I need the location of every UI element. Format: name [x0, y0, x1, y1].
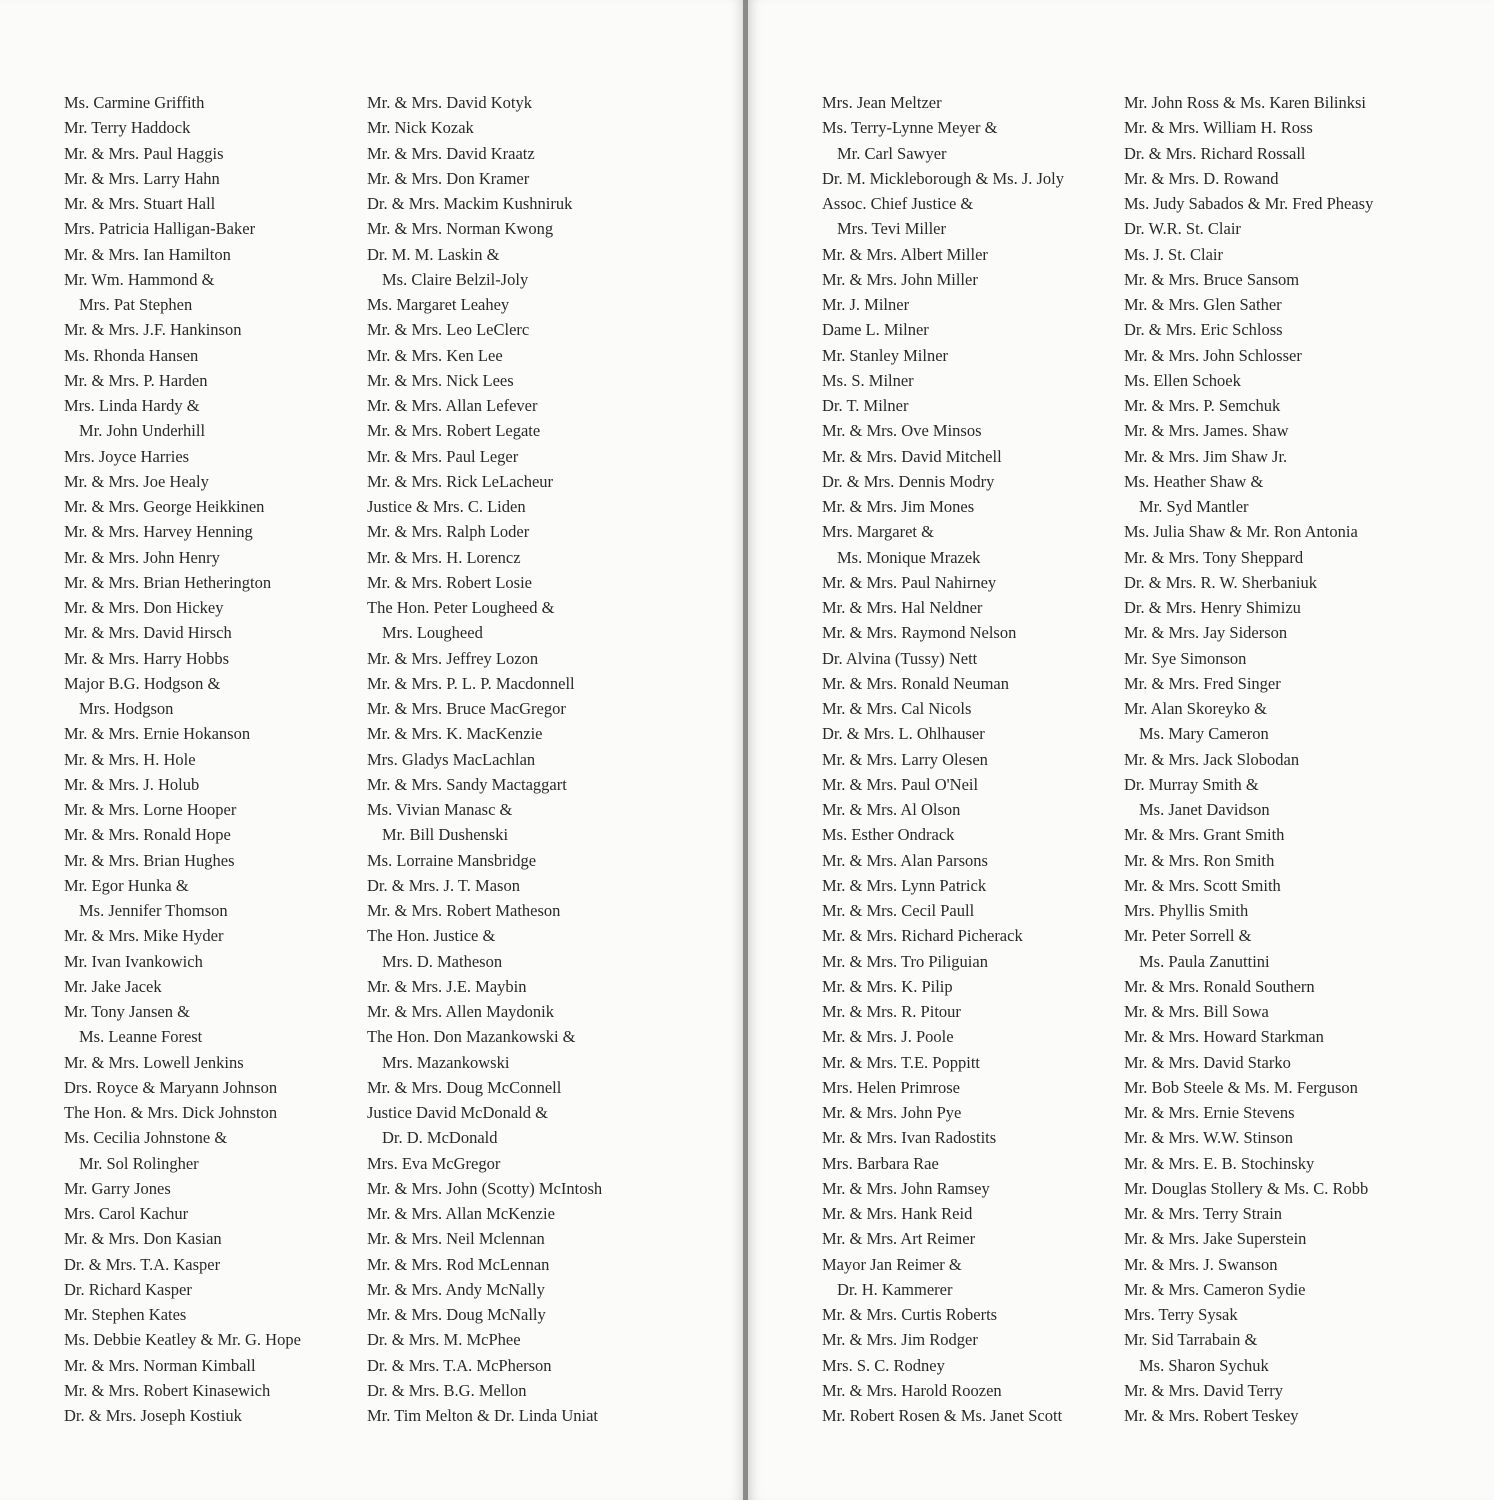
- name-entry: Ms. Vivian Manasc &: [367, 800, 513, 819]
- name-entry: Mr. & Mrs. Sandy Mactaggart: [367, 774, 567, 794]
- name-entry: Mr. & Mrs. Doug McNally: [367, 1305, 546, 1324]
- name-entry: Dr. & Mrs. Eric Schloss: [1124, 320, 1283, 340]
- name-entry-continuation: Ms. Jennifer Thomson: [79, 901, 228, 920]
- name-entry: Mr. & Mrs. Stuart Hall: [64, 194, 216, 213]
- name-entry: Mr. & Mrs. John Ramsey: [822, 1178, 990, 1198]
- name-entry: Mr. & Mrs. Rod McLennan: [367, 1254, 550, 1274]
- name-entry: Ms. Margaret Leahey: [367, 295, 510, 314]
- name-entry: Mr. & Mrs. Bruce Sansom: [1124, 269, 1300, 289]
- name-entry: Mr. & Mrs. Albert Miller: [822, 244, 988, 264]
- name-entry: Mr. & Mrs. Rick LeLacheur: [367, 471, 554, 491]
- name-entry: Mr. & Mrs. John Henry: [64, 547, 220, 567]
- name-entry: Mr. & Mrs. Jay Siderson: [1124, 623, 1288, 643]
- name-entry: Mr. Robert Rosen & Ms. Janet Scott: [822, 1406, 1063, 1425]
- name-entry: Ms. Heather Shaw &: [1124, 471, 1264, 491]
- name-entry: Mr. & Mrs. Richard Picherack: [822, 926, 1023, 946]
- name-entry: Mr. & Mrs. Cecil Paull: [822, 901, 975, 920]
- name-entry: Mr. & Mrs. John (Scotty) McIntosh: [367, 1178, 603, 1198]
- name-entry: Mr. & Mrs. Ralph Loder: [367, 522, 530, 542]
- name-entry: Mr. & Mrs. Neil Mclennan: [367, 1229, 545, 1249]
- name-entry-continuation: Ms. Claire Belzil-Joly: [382, 269, 529, 289]
- name-entry: Mr. & Mrs. John Schlosser: [1124, 345, 1302, 365]
- name-entry: Mr. & Mrs. P. L. P. Macdonnell: [367, 673, 575, 693]
- name-entry: Mr. & Mrs. J. Poole: [822, 1027, 954, 1047]
- name-entry: Mr. & Mrs. R. Pitour: [822, 1002, 961, 1021]
- name-entry: Mr. & Mrs. James. Shaw: [1124, 421, 1289, 441]
- name-entry-continuation: Mr. Bill Dushenski: [382, 825, 509, 845]
- name-entry: Mr. & Mrs. T.E. Poppitt: [822, 1052, 980, 1072]
- name-entry-continuation: Ms. Leanne Forest: [79, 1027, 203, 1047]
- name-entry: Ms. Lorraine Mansbridge: [367, 850, 537, 870]
- name-entry: Dr. & Mrs. J. T. Mason: [367, 875, 520, 895]
- name-entry: Mr. & Mrs. Ove Minsos: [822, 421, 982, 441]
- name-entry: Mr. & Mrs. Paul Nahirney: [822, 572, 997, 592]
- name-entry: Mr. & Mrs. Don Hickey: [64, 598, 224, 617]
- name-entry: Mr. Douglas Stollery & Ms. C. Robb: [1124, 1178, 1369, 1198]
- name-entry: Mr. & Mrs. Paul Leger: [367, 446, 519, 466]
- name-entry: Mrs. Patricia Halligan-Baker: [64, 219, 256, 239]
- name-entry: Justice David McDonald &: [367, 1103, 549, 1122]
- name-entry: Mr. & Mrs. Fred Singer: [1124, 673, 1281, 693]
- name-entry: Mrs. Helen Primrose: [822, 1077, 960, 1097]
- name-entry: Mr. & Mrs. Paul O'Neil: [822, 774, 979, 794]
- name-entry: Mr. & Mrs. David Kraatz: [367, 143, 535, 163]
- name-entry: Mrs. Phyllis Smith: [1124, 901, 1249, 920]
- name-entry-continuation: Mrs. Tevi Miller: [837, 219, 946, 239]
- name-entry: Mr. & Mrs. Ernie Stevens: [1124, 1103, 1295, 1122]
- name-entry: Drs. Royce & Maryann Johnson: [64, 1077, 278, 1097]
- names-column-2: [367, 90, 667, 1428]
- name-entry: Ms. Julia Shaw & Mr. Ron Antonia: [1124, 522, 1358, 542]
- name-entry-continuation: Mr. Carl Sawyer: [837, 143, 947, 163]
- name-entry: Ms. Ellen Schoek: [1124, 370, 1241, 390]
- name-entry: Mr. & Mrs. Hank Reid: [822, 1204, 973, 1223]
- name-entry: Dr. T. Milner: [822, 396, 909, 415]
- name-entry: Mrs. S. C. Rodney: [822, 1355, 945, 1375]
- name-entry: Mr. & Mrs. David Starko: [1124, 1052, 1291, 1072]
- name-entry: Mr. & Mrs. Larry Hahn: [64, 168, 220, 188]
- name-entry-continuation: Mr. Sol Rolingher: [79, 1153, 199, 1173]
- name-entry: Mr. Jake Jacek: [64, 976, 162, 996]
- name-entry: Mr. & Mrs. Tro Piliguian: [822, 951, 988, 971]
- name-entry: Mr. Bob Steele & Ms. M. Ferguson: [1124, 1077, 1358, 1097]
- name-entry: Mr. & Mrs. Jake Superstein: [1124, 1229, 1307, 1249]
- name-entry-continuation: Mrs. Mazankowski: [382, 1052, 510, 1072]
- name-entry-continuation: Mrs. D. Matheson: [382, 951, 503, 971]
- name-entry: Mr. & Mrs. Jack Slobodan: [1124, 749, 1300, 769]
- name-entry: Mr. & Mrs. Brian Hetherington: [64, 572, 272, 592]
- name-entry: Mr. & Mrs. Art Reimer: [822, 1229, 976, 1249]
- name-entry: Mr. & Mrs. Harry Hobbs: [64, 648, 229, 668]
- name-entry: Mr. Nick Kozak: [367, 118, 474, 138]
- name-entry: Mr. & Mrs. P. Harden: [64, 370, 208, 390]
- name-entry: Mr. & Mrs. Brian Hughes: [64, 850, 235, 870]
- name-entry: Mr. & Mrs. Larry Olesen: [822, 749, 988, 769]
- left-page: [0, 0, 744, 1500]
- name-entry: Mrs. Barbara Rae: [822, 1153, 939, 1173]
- name-entry: Mr. & Mrs. Norman Kwong: [367, 219, 554, 239]
- name-entry: Mr. & Mrs. Harold Roozen: [822, 1380, 1002, 1400]
- name-entry: The Hon. Peter Lougheed &: [367, 598, 555, 617]
- name-entry: Mr. & Mrs. John Pye: [822, 1103, 962, 1122]
- name-entry: Ms. Judy Sabados & Mr. Fred Pheasy: [1124, 194, 1374, 213]
- name-entry: Dr. M. M. Laskin &: [367, 244, 500, 264]
- name-entry: Mr. & Mrs. Mike Hyder: [64, 926, 224, 946]
- name-entry: Mr. Alan Skoreyko &: [1124, 699, 1267, 718]
- name-entry: Dr. M. Mickleborough & Ms. J. Joly: [822, 168, 1065, 188]
- name-entry: Mr. & Mrs. Ken Lee: [367, 345, 503, 365]
- name-entry-continuation: Mrs. Pat Stephen: [79, 295, 193, 314]
- name-entry: Mrs. Terry Sysak: [1124, 1305, 1238, 1324]
- name-entry: Mr. & Mrs. J. Swanson: [1124, 1254, 1278, 1274]
- name-entry: Mr. & Mrs. K. MacKenzie: [367, 724, 543, 744]
- name-entry: Mr. & Mrs. J.E. Maybin: [367, 976, 527, 996]
- name-entry: Ms. Carmine Griffith: [64, 93, 205, 112]
- name-entry: Mr. & Mrs. Robert Teskey: [1124, 1406, 1299, 1425]
- name-entry: Mr. J. Milner: [822, 295, 910, 314]
- name-entry: Mr. & Mrs. Robert Matheson: [367, 901, 561, 920]
- name-entry-continuation: Ms. Monique Mrazek: [837, 547, 981, 567]
- name-entry: Mr. & Mrs. Don Kasian: [64, 1229, 222, 1249]
- name-entry: Mr. & Mrs. Al Olson: [822, 800, 961, 819]
- name-entry: Mr. & Mrs. Hal Neldner: [822, 598, 983, 617]
- name-entry: Mr. & Mrs. Lorne Hooper: [64, 800, 237, 819]
- name-entry: Mr. & Mrs. Raymond Nelson: [822, 623, 1017, 643]
- name-entry: Justice & Mrs. C. Liden: [367, 497, 526, 516]
- name-entry: Major B.G. Hodgson &: [64, 673, 221, 693]
- name-entry: The Hon. & Mrs. Dick Johnston: [64, 1103, 278, 1122]
- name-entry: Mr. & Mrs. Alan Parsons: [822, 850, 988, 870]
- name-entry: Mr. & Mrs. Scott Smith: [1124, 875, 1281, 895]
- name-entry: Mr. & Mrs. David Hirsch: [64, 623, 232, 643]
- name-entry: Mr. & Mrs. David Kotyk: [367, 93, 532, 112]
- name-entry: Ms. Esther Ondrack: [822, 825, 955, 845]
- name-entry: Mr. & Mrs. Ronald Neuman: [822, 673, 1009, 693]
- name-entry: The Hon. Justice &: [367, 926, 496, 946]
- name-entry: Mr. & Mrs. P. Semchuk: [1124, 396, 1281, 415]
- name-entry: Mr. & Mrs. Cameron Sydie: [1124, 1279, 1306, 1299]
- name-entry: Dr. & Mrs. Henry Shimizu: [1124, 598, 1301, 617]
- name-entry: Mr. & Mrs. K. Pilip: [822, 976, 953, 996]
- name-entry: Mr. & Mrs. Tony Sheppard: [1124, 547, 1304, 567]
- name-entry: Mr. Tim Melton & Dr. Linda Uniat: [367, 1406, 599, 1425]
- name-entry: Mr. & Mrs. Jeffrey Lozon: [367, 648, 539, 668]
- name-entry: Mr. & Mrs. Joe Healy: [64, 471, 209, 491]
- name-entry: Mrs. Gladys MacLachlan: [367, 749, 536, 769]
- name-entry: Mr. & Mrs. Grant Smith: [1124, 825, 1285, 845]
- name-entry: Mr. & Mrs. Leo LeClerc: [367, 320, 530, 340]
- name-entry: Ms. Debbie Keatley & Mr. G. Hope: [64, 1330, 301, 1350]
- name-entry: Mr. & Mrs. Ernie Hokanson: [64, 724, 251, 744]
- name-entry-continuation: Mr. John Underhill: [79, 421, 206, 441]
- name-entry: Ms. Cecilia Johnstone &: [64, 1128, 228, 1148]
- name-entry: Mr. & Mrs. Ivan Radostits: [822, 1128, 997, 1148]
- name-entry: Mr. & Mrs. David Mitchell: [822, 446, 1002, 466]
- name-entry: Mr. & Mrs. Doug McConnell: [367, 1077, 562, 1097]
- name-entry: Mr. Peter Sorrell &: [1124, 926, 1252, 946]
- name-entry: Mr. & Mrs. Robert Kinasewich: [64, 1380, 271, 1400]
- name-entry: Dr. & Mrs. B.G. Mellon: [367, 1380, 527, 1400]
- name-entry: Mr. John Ross & Ms. Karen Bilinksi: [1124, 93, 1367, 112]
- name-entry: Dr. & Mrs. L. Ohlhauser: [822, 724, 985, 744]
- name-entry: Dr. & Mrs. R. W. Sherbaniuk: [1124, 572, 1317, 592]
- name-entry: Mr. & Mrs. Allan McKenzie: [367, 1204, 555, 1223]
- name-entry: Mr. Ivan Ivankowich: [64, 951, 203, 971]
- name-entry: Mr. & Mrs. Howard Starkman: [1124, 1027, 1324, 1047]
- name-entry: Mr. & Mrs. Ron Smith: [1124, 850, 1275, 870]
- name-entry: Mr. & Mrs. Allen Maydonik: [367, 1002, 555, 1021]
- name-entry: Mr. & Mrs. Harvey Henning: [64, 522, 253, 542]
- name-entry: Mr. & Mrs. E. B. Stochinsky: [1124, 1153, 1315, 1173]
- name-entry: Mr. & Mrs. W.W. Stinson: [1124, 1128, 1294, 1148]
- name-entry: Dr. & Mrs. Richard Rossall: [1124, 143, 1306, 163]
- name-entry: Mr. & Mrs. Don Kramer: [367, 168, 530, 188]
- name-entry: Mr. & Mrs. D. Rowand: [1124, 168, 1279, 188]
- name-entry: Mr. & Mrs. David Terry: [1124, 1380, 1283, 1400]
- name-entry: Mr. & Mrs. Bill Sowa: [1124, 1002, 1269, 1021]
- name-entry: Mr. & Mrs. Lowell Jenkins: [64, 1052, 244, 1072]
- name-entry-continuation: Mrs. Lougheed: [382, 623, 483, 643]
- name-entry: Mrs. Carol Kachur: [64, 1204, 189, 1223]
- name-entry: Ms. Rhonda Hansen: [64, 345, 199, 365]
- name-entry: Dr. Richard Kasper: [64, 1279, 192, 1299]
- name-entry: Ms. S. Milner: [822, 370, 914, 390]
- name-entry: Mr. & Mrs. William H. Ross: [1124, 118, 1313, 138]
- name-entry: Mr. Sye Simonson: [1124, 648, 1247, 668]
- name-entry: Mr. Stanley Milner: [822, 345, 949, 365]
- name-entry-continuation: Mrs. Hodgson: [79, 699, 174, 718]
- name-entry: Mr. & Mrs. Norman Kimball: [64, 1355, 256, 1375]
- name-entry: Dr. & Mrs. Dennis Modry: [822, 471, 995, 491]
- name-entry: Mr. & Mrs. J. Holub: [64, 774, 200, 794]
- name-entry: Mr. & Mrs. Bruce MacGregor: [367, 699, 566, 718]
- name-entry-continuation: Ms. Janet Davidson: [1139, 800, 1270, 819]
- name-entry: Mr. Terry Haddock: [64, 118, 191, 138]
- names-column-1: [64, 90, 364, 1428]
- name-entry: Dr. & Mrs. T.A. Kasper: [64, 1254, 221, 1274]
- name-entry: Mr. & Mrs. Cal Nicols: [822, 699, 972, 718]
- name-entry: Dr. W.R. St. Clair: [1124, 219, 1241, 239]
- name-entry: Mr. & Mrs. Terry Strain: [1124, 1204, 1283, 1223]
- name-entry: Dame L. Milner: [822, 320, 929, 340]
- name-entry: Mr. & Mrs. Allan Lefever: [367, 396, 538, 415]
- name-entry-continuation: Dr. H. Kammerer: [837, 1279, 953, 1299]
- names-column-4: [1124, 90, 1434, 1428]
- name-entry: Mr. & Mrs. Ronald Southern: [1124, 976, 1315, 996]
- name-entry: Mrs. Eva McGregor: [367, 1153, 501, 1173]
- name-entry: Assoc. Chief Justice &: [822, 194, 974, 213]
- name-entry: Mr. Tony Jansen &: [64, 1002, 190, 1021]
- name-entry: Mr. & Mrs. Nick Lees: [367, 370, 514, 390]
- name-entry: Dr. & Mrs. Mackim Kushniruk: [367, 194, 573, 213]
- name-entry: Mr. & Mrs. George Heikkinen: [64, 497, 265, 516]
- name-entry-continuation: Dr. D. McDonald: [382, 1128, 498, 1148]
- name-entry-continuation: Mr. Syd Mantler: [1139, 497, 1249, 516]
- name-entry: Mr. & Mrs. J.F. Hankinson: [64, 320, 242, 340]
- name-entry: Mr. & Mrs. Andy McNally: [367, 1279, 545, 1299]
- name-entry: Mr. & Mrs. John Miller: [822, 269, 978, 289]
- name-entry: Mr. & Mrs. Curtis Roberts: [822, 1305, 998, 1324]
- name-entry: Mr. Garry Jones: [64, 1178, 171, 1198]
- name-entry: Mr. & Mrs. Robert Legate: [367, 421, 541, 441]
- name-entry: Mrs. Joyce Harries: [64, 446, 190, 466]
- name-entry: Mr. & Mrs. H. Lorencz: [367, 547, 521, 567]
- name-entry: Dr. Alvina (Tussy) Nett: [822, 648, 978, 668]
- name-entry: Mr. Egor Hunka &: [64, 875, 189, 895]
- name-entry: Dr. & Mrs. T.A. McPherson: [367, 1355, 552, 1375]
- name-entry: Mr. Stephen Kates: [64, 1305, 187, 1324]
- name-entry: Mayor Jan Reimer &: [822, 1254, 962, 1274]
- name-entry: Mr. & Mrs. Jim Rodger: [822, 1330, 978, 1350]
- name-entry: Dr. & Mrs. M. McPhee: [367, 1330, 521, 1350]
- name-entry: Dr. Murray Smith &: [1124, 774, 1259, 794]
- name-entry: Mr. & Mrs. H. Hole: [64, 749, 196, 769]
- name-entry: Mr. Wm. Hammond &: [64, 269, 215, 289]
- name-entry: Mrs. Jean Meltzer: [822, 93, 942, 112]
- name-entry: Mr. Sid Tarrabain &: [1124, 1330, 1258, 1350]
- name-entry-continuation: Ms. Mary Cameron: [1139, 724, 1269, 744]
- name-entry: Mr. & Mrs. Glen Sather: [1124, 295, 1282, 314]
- name-entry: Mrs. Margaret &: [822, 522, 934, 542]
- names-column-3: [822, 90, 1122, 1428]
- name-entry: Mr. & Mrs. Robert Losie: [367, 572, 532, 592]
- name-entry: Dr. & Mrs. Joseph Kostiuk: [64, 1406, 242, 1425]
- name-entry: The Hon. Don Mazankowski &: [367, 1027, 576, 1047]
- name-entry: Mr. & Mrs. Jim Mones: [822, 497, 975, 516]
- name-entry: Mr. & Mrs. Ronald Hope: [64, 825, 231, 845]
- name-entry-continuation: Ms. Paula Zanuttini: [1139, 951, 1270, 971]
- name-entry-continuation: Ms. Sharon Sychuk: [1139, 1355, 1269, 1375]
- name-entry: Mr. & Mrs. Paul Haggis: [64, 143, 224, 163]
- name-entry: Ms. J. St. Clair: [1124, 244, 1224, 264]
- name-entry: Mr. & Mrs. Ian Hamilton: [64, 244, 231, 264]
- name-entry: Ms. Terry-Lynne Meyer &: [822, 118, 998, 138]
- name-entry: Mrs. Linda Hardy &: [64, 396, 200, 415]
- name-entry: Mr. & Mrs. Lynn Patrick: [822, 875, 987, 895]
- name-entry: Mr. & Mrs. Jim Shaw Jr.: [1124, 446, 1288, 466]
